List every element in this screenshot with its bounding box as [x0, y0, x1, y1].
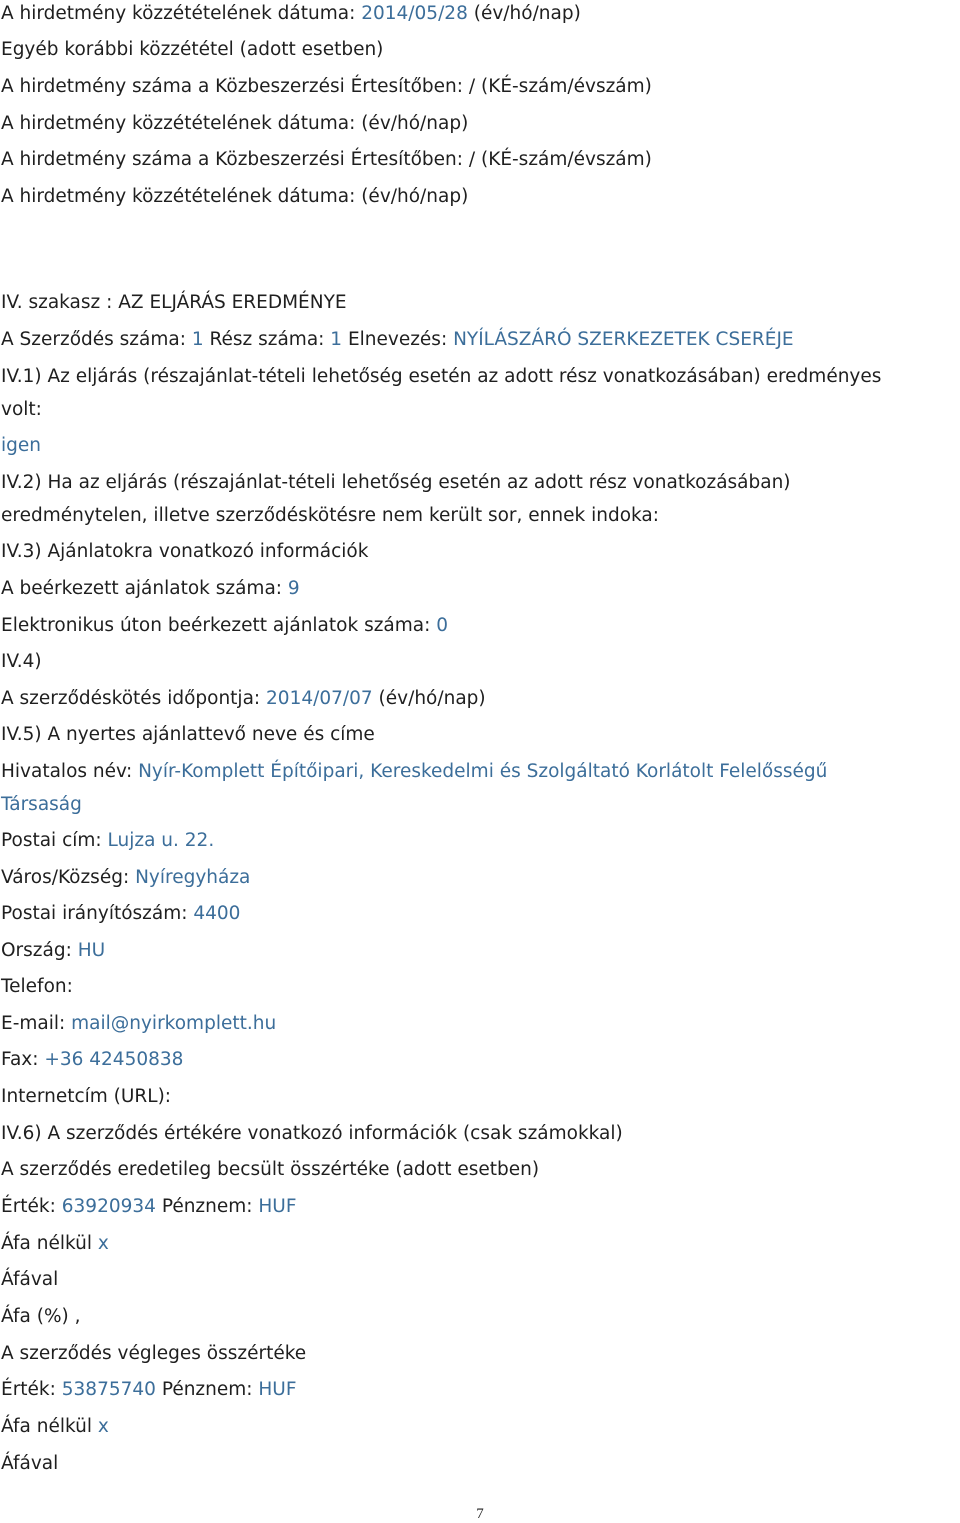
- official-name-continuation: Társaság: [1, 794, 82, 815]
- estimated-value-line: Érték: 63920934 Pénznem: HUF: [1, 1196, 297, 1217]
- final-value-currency: HUF: [258, 1379, 297, 1400]
- contract-name-value: NYÍLÁSZÁRÓ SZERKEZETEK CSERÉJE: [453, 329, 794, 350]
- electronic-offers-value: 0: [436, 615, 449, 636]
- estimated-without-vat-line: Áfa nélkül x: [1, 1233, 109, 1254]
- electronic-offers-line: Elektronikus úton beérkezett ajánlatok száma: 0: [1, 615, 449, 636]
- city-value: Nyíregyháza: [135, 867, 251, 888]
- iv1-answer-value: igen: [1, 435, 41, 456]
- iv5-heading: IV.5) A nyertes ajánlattevő neve és címe: [1, 724, 375, 745]
- final-with-vat-line: Áfával: [1, 1453, 59, 1474]
- offers-received-value: 9: [287, 578, 300, 599]
- final-value-amount: 53875740: [61, 1379, 156, 1400]
- contract-date-line: A szerződéskötés időpontja: 2014/07/07 (év/hó/nap): [1, 688, 486, 709]
- offers-received-line: A beérkezett ajánlatok száma: 9: [1, 578, 300, 599]
- final-value-heading: A szerződés végleges összértéke: [1, 1343, 307, 1364]
- city-line: Város/Község: Nyíregyháza: [1, 867, 251, 888]
- fax-line: Fax: +36 42450838: [1, 1049, 184, 1070]
- notice-date-line-1: A hirdetmény közzétételének dátuma: (év/hó/nap): [1, 113, 469, 134]
- official-name-value: Nyír-Komplett Építőipari, Kereskedelmi és Szolgáltató Korlátolt Felelősségű: [138, 761, 828, 782]
- notice-publication-date-value: 2014/05/28: [361, 3, 468, 24]
- final-without-vat-line: Áfa nélkül x: [1, 1416, 109, 1437]
- iv2-question-line: IV.2) Ha az eljárás (részajánlat-tételi lehetőség esetén az adott rész vonatkozásában): [1, 472, 791, 493]
- postal-address-value: Lujza u. 22.: [107, 830, 215, 851]
- iv1-question-line: IV.1) Az eljárás (részajánlat-tételi lehetőség esetén az adott rész vonatkozásában) eredményes: [1, 366, 882, 387]
- estimated-value-currency: HUF: [258, 1196, 297, 1217]
- final-without-vat-mark: x: [97, 1416, 109, 1437]
- official-name-line: Hivatalos név: Nyír-Komplett Építőipari, Kereskedelmi és Szolgáltató Korlátolt Felelősségű: [1, 761, 828, 782]
- postal-code-value: 4400: [193, 903, 241, 924]
- iv2-question-continuation: eredménytelen, illetve szerződéskötésre nem került sor, ennek indoka:: [1, 505, 659, 526]
- iv6-heading: IV.6) A szerződés értékére vonatkozó információk (csak számokkal): [1, 1123, 623, 1144]
- contract-part-name-line: A Szerződés száma: 1 Rész száma: 1 Elnevezés: NYÍLÁSZÁRÓ SZERKEZETEK CSERÉJE: [1, 329, 794, 350]
- section-iv-heading: IV. szakasz : AZ ELJÁRÁS EREDMÉNYE: [1, 292, 347, 313]
- iv4-heading: IV.4): [1, 651, 42, 672]
- phone-line: Telefon:: [1, 976, 73, 997]
- iv1-question-continuation: volt:: [1, 399, 42, 420]
- page-number: 7: [476, 1506, 484, 1522]
- estimated-with-vat-line: Áfával: [1, 1269, 59, 1290]
- estimated-without-vat-mark: x: [97, 1233, 109, 1254]
- iv3-heading: IV.3) Ajánlatokra vonatkozó információk: [1, 541, 369, 562]
- contract-number-value: 1: [191, 329, 204, 350]
- part-number-value: 1: [330, 329, 343, 350]
- estimated-value-heading: A szerződés eredetileg becsült összértéke (adott esetben): [1, 1159, 540, 1180]
- estimated-value-amount: 63920934: [61, 1196, 156, 1217]
- vat-percent-line: Áfa (%) ,: [1, 1306, 81, 1327]
- country-value: HU: [77, 940, 106, 961]
- email-line: E-mail: mail@nyirkomplett.hu: [1, 1013, 277, 1034]
- fax-value: +36 42450838: [44, 1049, 184, 1070]
- final-value-line: Érték: 53875740 Pénznem: HUF: [1, 1379, 297, 1400]
- other-previous-publication-heading: Egyéb korábbi közzététel (adott esetben): [1, 39, 384, 60]
- contract-date-value: 2014/07/07: [266, 688, 373, 709]
- notice-number-line-2: A hirdetmény száma a Közbeszerzési Értesítőben: / (KÉ-szám/évszám): [1, 149, 652, 170]
- notice-publication-date-line: A hirdetmény közzétételének dátuma: 2014/05/28 (év/hó/nap): [1, 3, 581, 24]
- postal-address-line: Postai cím: Lujza u. 22.: [1, 830, 215, 851]
- country-line: Ország: HU: [1, 940, 106, 961]
- notice-number-line-1: A hirdetmény száma a Közbeszerzési Értesítőben: / (KÉ-szám/évszám): [1, 76, 652, 97]
- postal-code-line: Postai irányítószám: 4400: [1, 903, 241, 924]
- notice-date-line-2: A hirdetmény közzétételének dátuma: (év/hó/nap): [1, 186, 469, 207]
- url-line: Internetcím (URL):: [1, 1086, 172, 1107]
- email-value: mail@nyirkomplett.hu: [71, 1013, 277, 1034]
